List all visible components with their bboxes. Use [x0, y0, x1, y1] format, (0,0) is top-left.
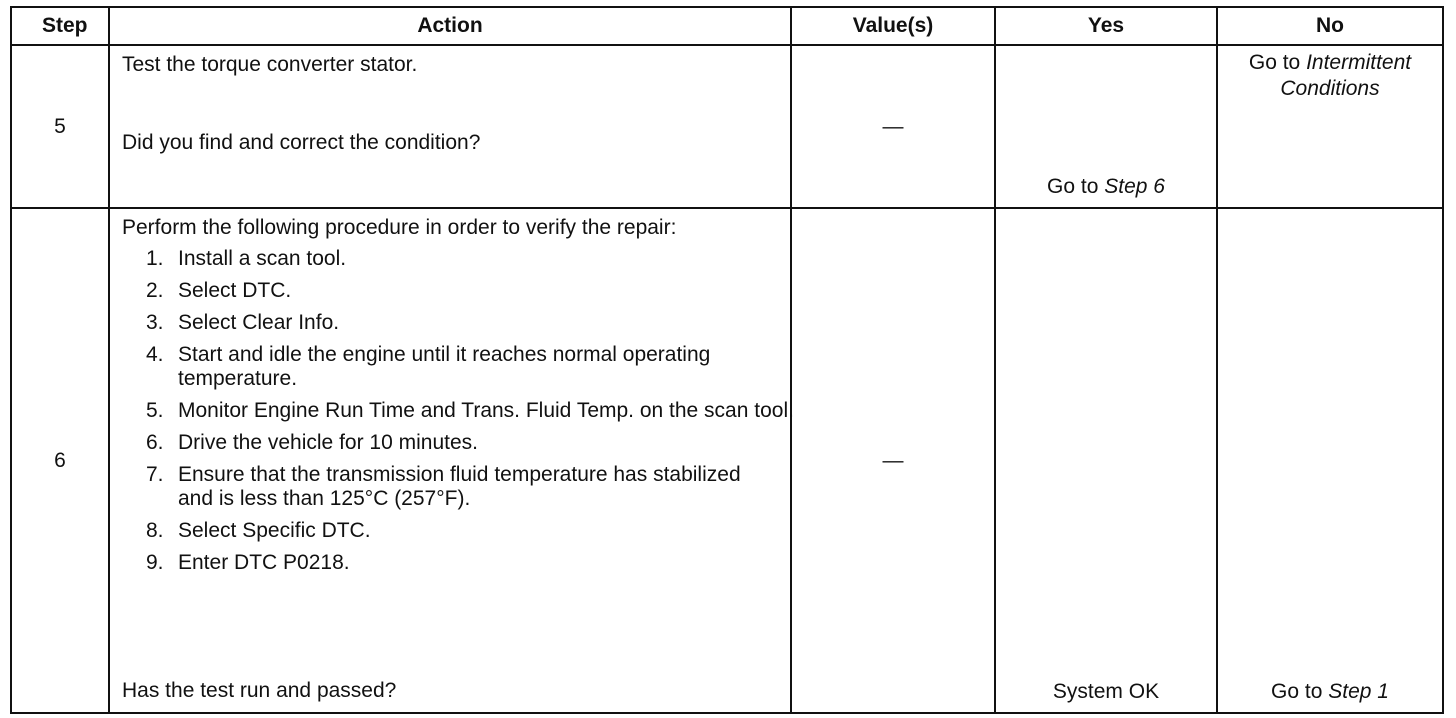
- list-item: 4. Start and idle the engine until it reaches normal operating temperature.: [146, 343, 711, 390]
- list-item: 8. Select Specific DTC.: [146, 519, 371, 542]
- value-dash: —: [882, 448, 904, 472]
- no-cell: [1217, 45, 1443, 208]
- table-row: [11, 45, 1443, 208]
- header-row: [11, 7, 1443, 45]
- yes-cell: [995, 45, 1217, 208]
- header-yes: Yes: [995, 7, 1217, 45]
- action-cell: [109, 45, 791, 208]
- step-number: 5: [11, 45, 109, 208]
- yes-cell: [995, 208, 1217, 713]
- value-cell: [791, 45, 995, 208]
- no-ref-line1[interactable]: Intermittent: [1306, 51, 1412, 74]
- header-step: Step: [11, 7, 109, 45]
- list-item: 3. Select Clear Info.: [146, 311, 340, 334]
- yes-step-link[interactable]: Step 6: [1104, 175, 1165, 198]
- header-values: Value(s): [791, 7, 995, 45]
- list-item: 9. Enter DTC P0218.: [146, 551, 350, 574]
- yes-result: System OK: [1052, 680, 1160, 703]
- list-item: 6. Drive the vehicle for 10 minutes.: [146, 431, 478, 454]
- diagnostic-table: [10, 6, 1444, 714]
- header-action: Action: [109, 7, 791, 45]
- list-item: 1. Install a scan tool.: [146, 247, 347, 270]
- header-no: No: [1217, 7, 1443, 45]
- list-item: 7. Ensure that the transmission fluid temperature has stabilized and is less than 125°C (257°F).: [146, 463, 741, 510]
- list-item: 2. Select DTC.: [146, 279, 292, 302]
- action-question: Has the test run and passed?: [122, 679, 397, 702]
- table-row: [11, 208, 1443, 713]
- procedure-list: [122, 247, 794, 575]
- no-prefix: Go to: [1248, 51, 1307, 74]
- action-cell: [109, 208, 794, 713]
- value-dash: —: [882, 114, 904, 138]
- action-question: Did you find and correct the condition?: [122, 131, 481, 154]
- no-step-link[interactable]: Step 1: [1328, 680, 1389, 703]
- step-number: 6: [11, 208, 109, 713]
- action-text: Perform the following procedure in order to verify the repair:: [122, 216, 677, 239]
- action-text: Test the torque converter stator.: [122, 53, 418, 76]
- no-ref-line2[interactable]: Conditions: [1280, 77, 1380, 100]
- list-item: 5. Monitor Engine Run Time and Trans. Fluid Temp. on the scan tool.: [146, 399, 794, 422]
- no-prefix: Go to: [1271, 680, 1329, 703]
- yes-prefix: Go to: [1047, 175, 1105, 198]
- no-cell: [1217, 208, 1443, 713]
- value-cell: [791, 208, 995, 713]
